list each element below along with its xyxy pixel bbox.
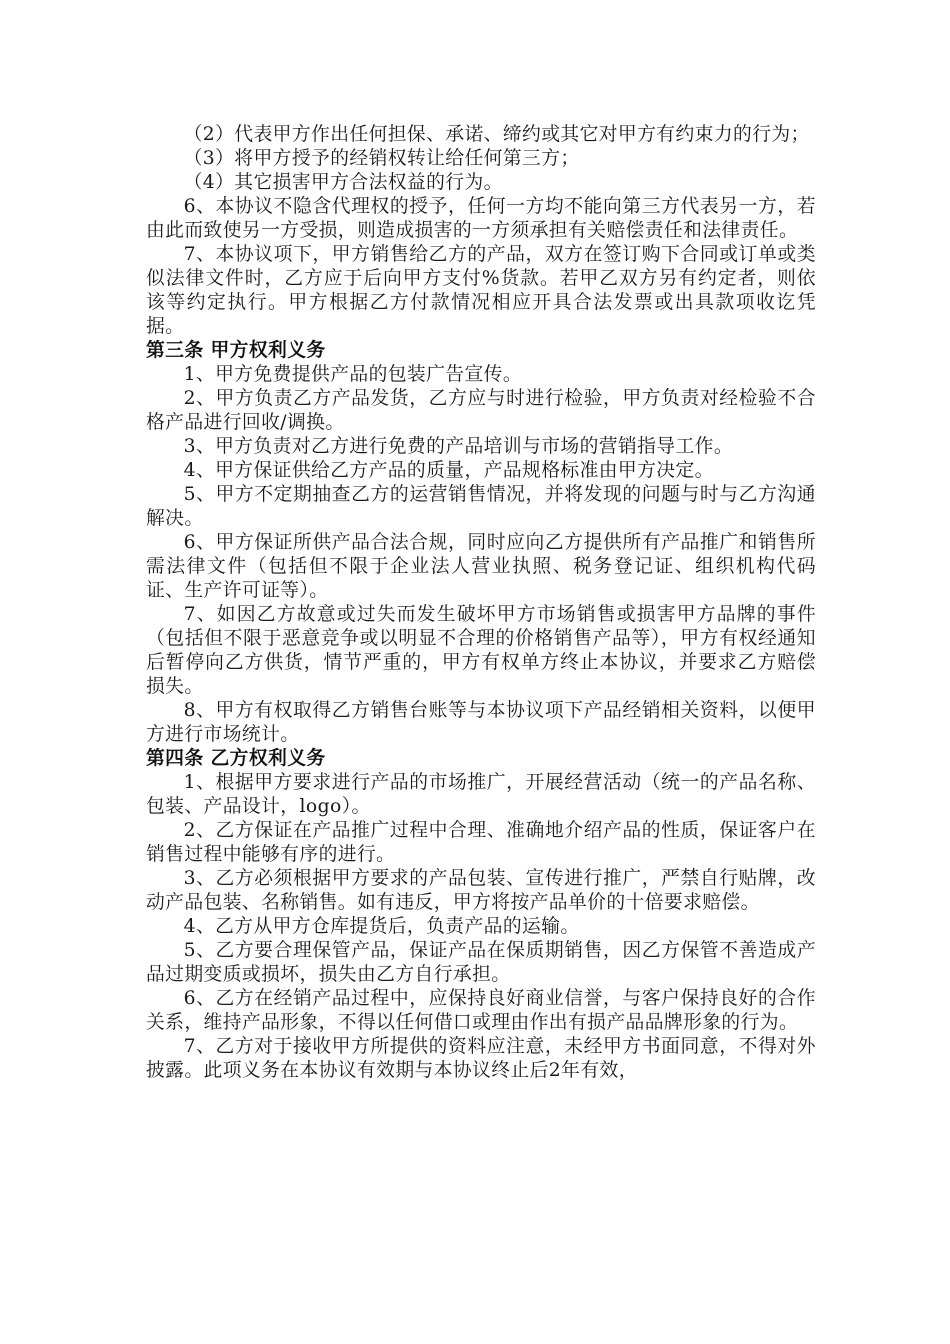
paragraph-a3-clause-1: 1、甲方免费提供产品的包装广告宣传。 — [183, 364, 523, 385]
paragraph-a4-clause-7: 7、乙方对于接收甲方所提供的资料应注意，未经甲方书面同意，不得对外披露。此项义务在本协议有效期与本协议终止后2年有效， — [146, 1036, 816, 1081]
paragraph-a4-clause-1: 1、根据甲方要求进行产品的市场推广，开展经营活动（统一的产品名称、包装、产品设计，logo）。 — [146, 772, 816, 817]
paragraph-a3-clause-5: 5、甲方不定期抽查乙方的运营销售情况，并将发现的问题与时与乙方沟通解决。 — [146, 484, 816, 529]
paragraph-a4-clause-5: 5、乙方要合理保管产品，保证产品在保质期销售，因乙方保管不善造成产品过期变质或损坏，损失由乙方自行承担。 — [146, 940, 816, 985]
paragraph-a3-clause-2: 2、甲方负责乙方产品发货，乙方应与时进行检验，甲方负责对经检验不合格产品进行回收/调换。 — [146, 388, 816, 433]
paragraph-a4-clause-6: 6、乙方在经销产品过程中，应保持良好商业信誉，与客户保持良好的合作关系，维持产品形象，不得以任何借口或理由作出有损产品品牌形象的行为。 — [146, 988, 816, 1033]
paragraph-clause-7: 7、本协议项下，甲方销售给乙方的产品，双方在签订购下合同或订单或类似法律文件时，乙方应于后向甲方支付%货款。若甲乙双方另有约定者，则依该等约定执行。甲方根据乙方付款情况相应开具合法发票或出具款项收讫凭据。 — [146, 244, 816, 337]
section-heading-article-3: 第三条 甲方权利义务 — [146, 340, 326, 361]
paragraph-a3-clause-4: 4、甲方保证供给乙方产品的质量，产品规格标准由甲方决定。 — [183, 460, 714, 481]
paragraph-a3-clause-6: 6、甲方保证所供产品合法合规，同时应向乙方提供所有产品推广和销售所需法律文件（包括但不限于企业法人营业执照、税务登记证、组织机构代码证、生产许可证等）。 — [146, 532, 816, 601]
paragraph-item-4: （4）其它损害甲方合法权益的行为。 — [183, 172, 503, 193]
paragraph-a4-clause-4: 4、乙方从甲方仓库提货后，负责产品的运输。 — [183, 916, 580, 937]
paragraph-item-2: （2）代表甲方作出任何担保、承诺、缔约或其它对甲方有约束力的行为； — [183, 124, 810, 145]
paragraph-a3-clause-3: 3、甲方负责对乙方进行免费的产品培训与市场的营销指导工作。 — [183, 436, 734, 457]
paragraph-a4-clause-3: 3、乙方必须根据甲方要求的产品包装、宣传进行推广，严禁自行贴牌，改动产品包装、名称销售。如有违反，甲方将按产品单价的十倍要求赔偿。 — [146, 868, 816, 913]
paragraph-a3-clause-8: 8、甲方有权取得乙方销售台账等与本协议项下产品经销相关资料，以便甲方进行市场统计。 — [146, 700, 816, 745]
paragraph-item-3: （3）将甲方授予的经销权转让给任何第三方； — [183, 148, 580, 169]
section-heading-article-4: 第四条 乙方权利义务 — [146, 748, 326, 769]
paragraph-a3-clause-7: 7、如因乙方故意或过失而发生破坏甲方市场销售或损害甲方品牌的事件（包括但不限于恶意竞争或以明显不合理的价格销售产品等），甲方有权经通知后暂停向乙方供货，情节严重的，甲方有权单方终止本协议，并要求乙方赔偿损失。 — [146, 604, 816, 697]
paragraph-clause-6: 6、本协议不隐含代理权的授予，任何一方均不能向第三方代表另一方，若由此而致使另一方受损，则造成损害的一方须承担有关赔偿责任和法律责任。 — [146, 196, 816, 241]
paragraph-a4-clause-2: 2、乙方保证在产品推广过程中合理、准确地介绍产品的性质，保证客户在销售过程中能够有序的进行。 — [146, 820, 816, 865]
document-body — [146, 123, 816, 1083]
